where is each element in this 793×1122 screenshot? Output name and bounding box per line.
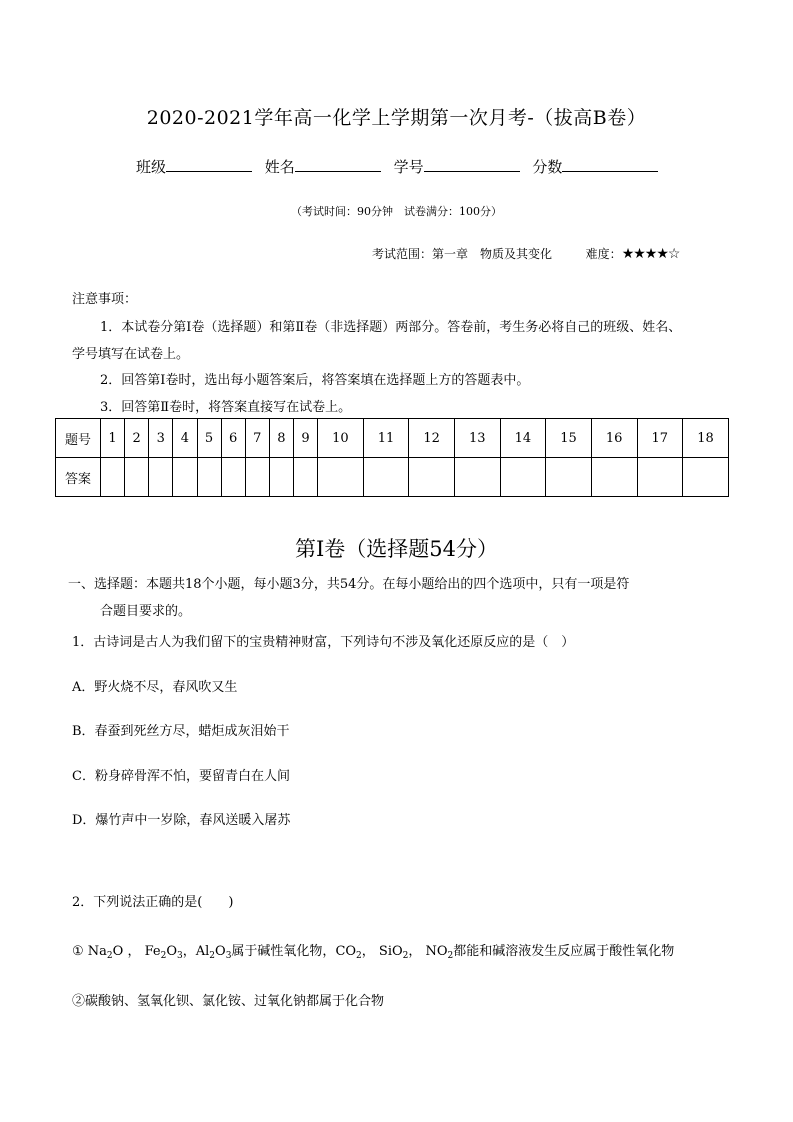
- question-number: 3: [149, 419, 173, 458]
- section-title: 第Ⅰ卷（选择题54分）: [294, 537, 499, 561]
- question-number: 10: [318, 419, 364, 458]
- student-info-row: [136, 156, 666, 177]
- question-number: 12: [409, 419, 455, 458]
- exam-title: 2020-2021学年高一化学上学期第一次月考-（拔高B卷）: [146, 107, 647, 129]
- notes-heading: 注意事项：: [72, 292, 138, 307]
- note-item-1: 1．本试卷分第Ⅰ卷（选择题）和第Ⅱ卷（非选择题）两部分。答卷前，考生务必将自己的班级、姓名、: [100, 320, 682, 335]
- answer-cell[interactable]: [500, 458, 546, 497]
- q1-option-d: D．爆竹声中一岁除，春风送暖入屠苏: [72, 813, 291, 828]
- number-row-label: 题号: [56, 419, 101, 458]
- question-number: 9: [294, 419, 318, 458]
- exam-meta: （考试时间：90分钟 试卷满分：100分）: [291, 205, 502, 218]
- question-number: 15: [546, 419, 592, 458]
- answer-cell[interactable]: [173, 458, 197, 497]
- q2-s1-text: 属于碱性氧化物，: [231, 944, 336, 959]
- score-blank[interactable]: [562, 157, 658, 172]
- answer-table: [55, 418, 729, 497]
- question-number: 7: [245, 419, 269, 458]
- question-number: 2: [125, 419, 149, 458]
- note-item-2: 2．回答第Ⅰ卷时，选出每小题答案后，将答案填在选择题上方的答题表中。: [100, 373, 530, 388]
- note-item-1-cont: 学号填写在试卷上。: [72, 347, 190, 362]
- score-label: 分数: [532, 158, 563, 176]
- answer-cell[interactable]: [455, 458, 501, 497]
- difficulty-stars: ★★★★☆: [621, 246, 680, 262]
- class-blank[interactable]: [166, 157, 252, 172]
- question-number: 11: [363, 419, 409, 458]
- note-item-3: 3．回答第Ⅱ卷时，将答案直接写在试卷上。: [100, 400, 352, 415]
- exam-scope: [372, 245, 679, 262]
- q2-stem: 2．下列说法正确的是( ): [72, 895, 234, 910]
- q2-s1-prefix: ① Na: [72, 944, 107, 959]
- question-number: 4: [173, 419, 197, 458]
- answer-row-label: 答案: [56, 458, 101, 497]
- q2-s1-suffix: 都能和碱溶液发生反应属于酸性氧化物: [453, 944, 675, 959]
- answer-cell[interactable]: [546, 458, 592, 497]
- question-number: 17: [637, 419, 683, 458]
- question-number: 18: [683, 419, 729, 458]
- answer-cell[interactable]: [101, 458, 125, 497]
- answer-cell[interactable]: [125, 458, 149, 497]
- question-number: 5: [197, 419, 221, 458]
- answer-cell[interactable]: [245, 458, 269, 497]
- class-label: 班级: [136, 158, 167, 176]
- q1-option-b: B．春蚕到死丝方尽，蜡炬成灰泪始干: [72, 724, 290, 739]
- question-number: 8: [269, 419, 293, 458]
- answer-cell[interactable]: [318, 458, 364, 497]
- question-number: 14: [500, 419, 546, 458]
- q2-statement-2: ②碳酸钠、氢氧化钡、氯化铵、过氧化钠都属于化合物: [72, 994, 385, 1009]
- answer-cell[interactable]: [221, 458, 245, 497]
- answer-table-number-row: [56, 419, 729, 458]
- answer-cell[interactable]: [294, 458, 318, 497]
- difficulty-label: 难度：: [585, 247, 622, 261]
- answer-cell[interactable]: [637, 458, 683, 497]
- name-blank[interactable]: [295, 157, 381, 172]
- q1-stem: 1．古诗词是古人为我们留下的宝贵精神财富，下列诗句不涉及氧化还原反应的是（ ）: [72, 635, 575, 650]
- answer-cell[interactable]: [591, 458, 637, 497]
- id-label: 学号: [393, 158, 424, 176]
- question-number: 1: [101, 419, 125, 458]
- section-instructions: 一、选择题：本题共18个小题，每小题3分，共54分。在每小题给出的四个选项中，只有一项是符: [68, 577, 630, 592]
- answer-cell[interactable]: [197, 458, 221, 497]
- scope-label: 考试范围：第一章 物质及其变化: [372, 247, 553, 261]
- name-label: 姓名: [264, 158, 295, 176]
- q1-option-c: C．粉身碎骨浑不怕，要留青白在人间: [72, 769, 290, 784]
- answer-cell[interactable]: [149, 458, 173, 497]
- q1-option-a: A．野火烧不尽，春风吹又生: [72, 680, 238, 695]
- question-number: 16: [591, 419, 637, 458]
- answer-cell[interactable]: [683, 458, 729, 497]
- q2-statement-1: ① $Na_2O$ ， $Fe_2O_3$，$Al_2O_3$属于碱性氧化物，$CO_2$， SiO$_2$， $NO_2$都能和碱溶液发生反应属于酸性氧化物: [72, 944, 675, 961]
- id-blank[interactable]: [424, 157, 520, 172]
- question-number: 6: [221, 419, 245, 458]
- answer-cell[interactable]: [269, 458, 293, 497]
- answer-cell[interactable]: [363, 458, 409, 497]
- answer-cell[interactable]: [409, 458, 455, 497]
- question-number: 13: [455, 419, 501, 458]
- section-instructions-cont: 合题目要求的。: [100, 604, 192, 619]
- answer-table-answer-row: [56, 458, 729, 497]
